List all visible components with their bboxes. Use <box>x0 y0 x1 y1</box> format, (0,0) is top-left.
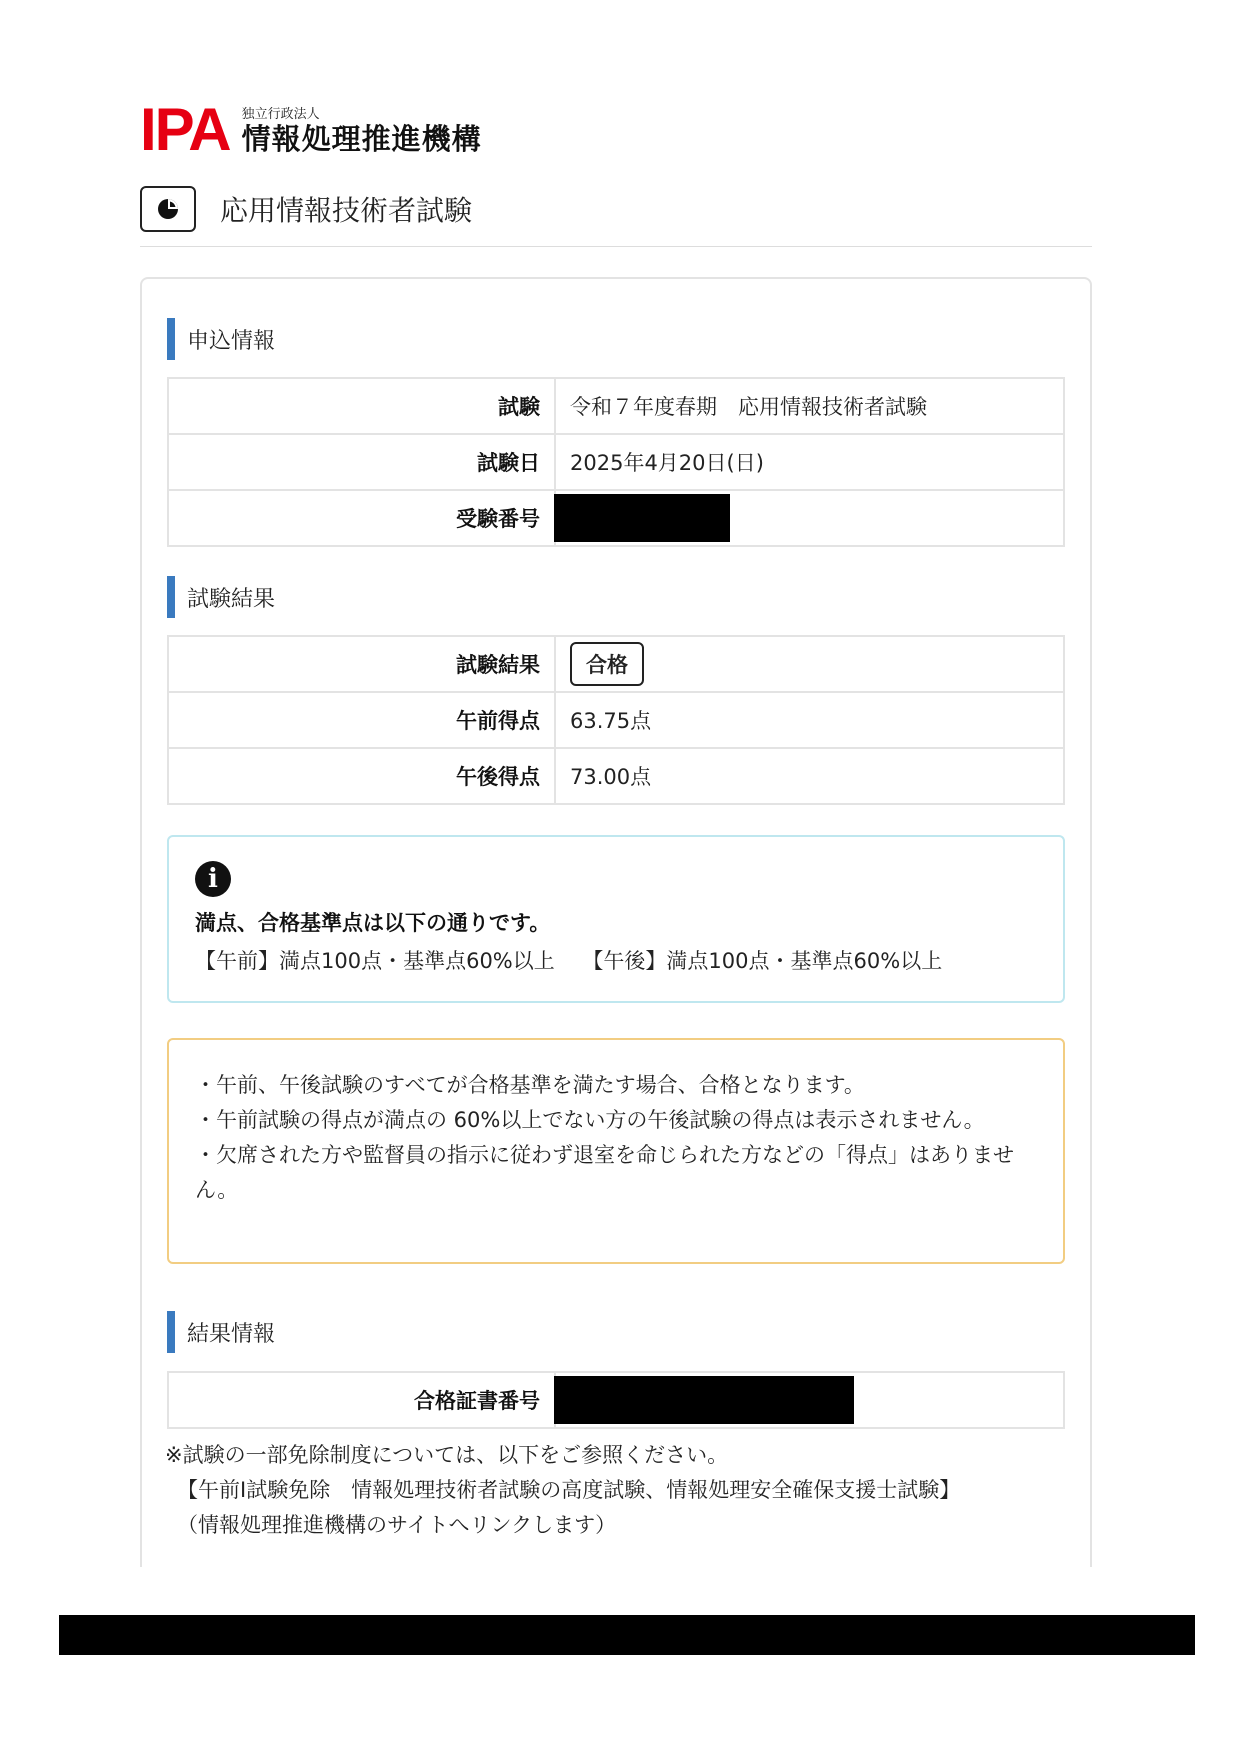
org-name: 情報処理推進機構 <box>241 122 482 156</box>
application-table <box>167 377 1065 547</box>
result-table <box>167 635 1065 805</box>
exemption-link-note: （情報処理推進機構のサイトへリンクします） <box>177 1513 617 1537</box>
note-item: ・欠席された方や監督員の指示に従わず退室を命じられた方などの「得点」はありません。 <box>195 1143 1014 1202</box>
table-row <box>168 490 1064 546</box>
table-row <box>168 1372 1064 1428</box>
table-row <box>168 692 1064 748</box>
section-heading-result-info: 結果情報 <box>167 1311 275 1353</box>
exam-date-value: 2025年4月20日(日) <box>555 434 1064 490</box>
result-label: 試験結果 <box>168 636 555 692</box>
certificate-number-label: 合格証書番号 <box>168 1372 555 1428</box>
examinee-number-value <box>555 490 1064 546</box>
redacted-block <box>554 494 730 542</box>
exam-value: 令和７年度春期 応用情報技術者試験 <box>555 378 1064 434</box>
note-item: ・午前試験の得点が満点の 60%以上でない方の午後試験の得点は表示されません。 <box>195 1108 985 1132</box>
am-score-value: 63.75点 <box>555 692 1064 748</box>
redacted-block <box>554 1376 854 1424</box>
examinee-number-label: 受験番号 <box>168 490 555 546</box>
note-item: ・午前、午後試験のすべてが合格基準を満たす場合、合格となります。 <box>195 1073 865 1097</box>
app-title-row <box>140 186 472 232</box>
pie-chart-icon <box>140 186 196 232</box>
exemption-info <box>165 1438 1085 1543</box>
ipa-logo[interactable] <box>140 96 482 163</box>
org-type: 独立行政法人 <box>241 107 320 122</box>
exam-label: 試験 <box>168 378 555 434</box>
info-heading: 満点、合格基準点は以下の通りです。 <box>195 911 551 935</box>
info-callout <box>167 835 1065 1003</box>
result-info-table <box>167 1371 1065 1429</box>
section-heading-application: 申込情報 <box>167 318 275 360</box>
logo-text <box>242 107 482 156</box>
status-badge: 合格 <box>570 642 644 686</box>
pm-score-value: 73.00点 <box>555 748 1064 804</box>
info-icon: i <box>195 861 231 897</box>
am-score-label: 午前得点 <box>168 692 555 748</box>
exam-date-label: 試験日 <box>168 434 555 490</box>
info-line: 【午前】満点100点・基準点60%以上 【午後】満点100点・基準点60%以上 <box>195 949 943 973</box>
pm-score-label: 午後得点 <box>168 748 555 804</box>
notes-callout <box>167 1038 1065 1264</box>
table-row <box>168 434 1064 490</box>
table-row <box>168 748 1064 804</box>
table-row <box>168 378 1064 434</box>
redacted-footer-bar <box>59 1615 1195 1655</box>
result-value <box>555 636 1064 692</box>
page-title: 応用情報技術者試験 <box>220 194 473 227</box>
section-heading-result: 試験結果 <box>167 576 275 618</box>
certificate-number-value <box>555 1372 1064 1428</box>
exemption-intro: ※試験の一部免除制度については、以下をご参照ください。 <box>165 1443 729 1467</box>
header-divider <box>140 246 1092 247</box>
exemption-link[interactable]: 【午前I試験免除 情報処理技術者試験の高度試験、情報処理安全確保支援士試験】 <box>177 1478 961 1502</box>
table-row <box>168 636 1064 692</box>
logo-mark: IPA <box>140 96 230 163</box>
